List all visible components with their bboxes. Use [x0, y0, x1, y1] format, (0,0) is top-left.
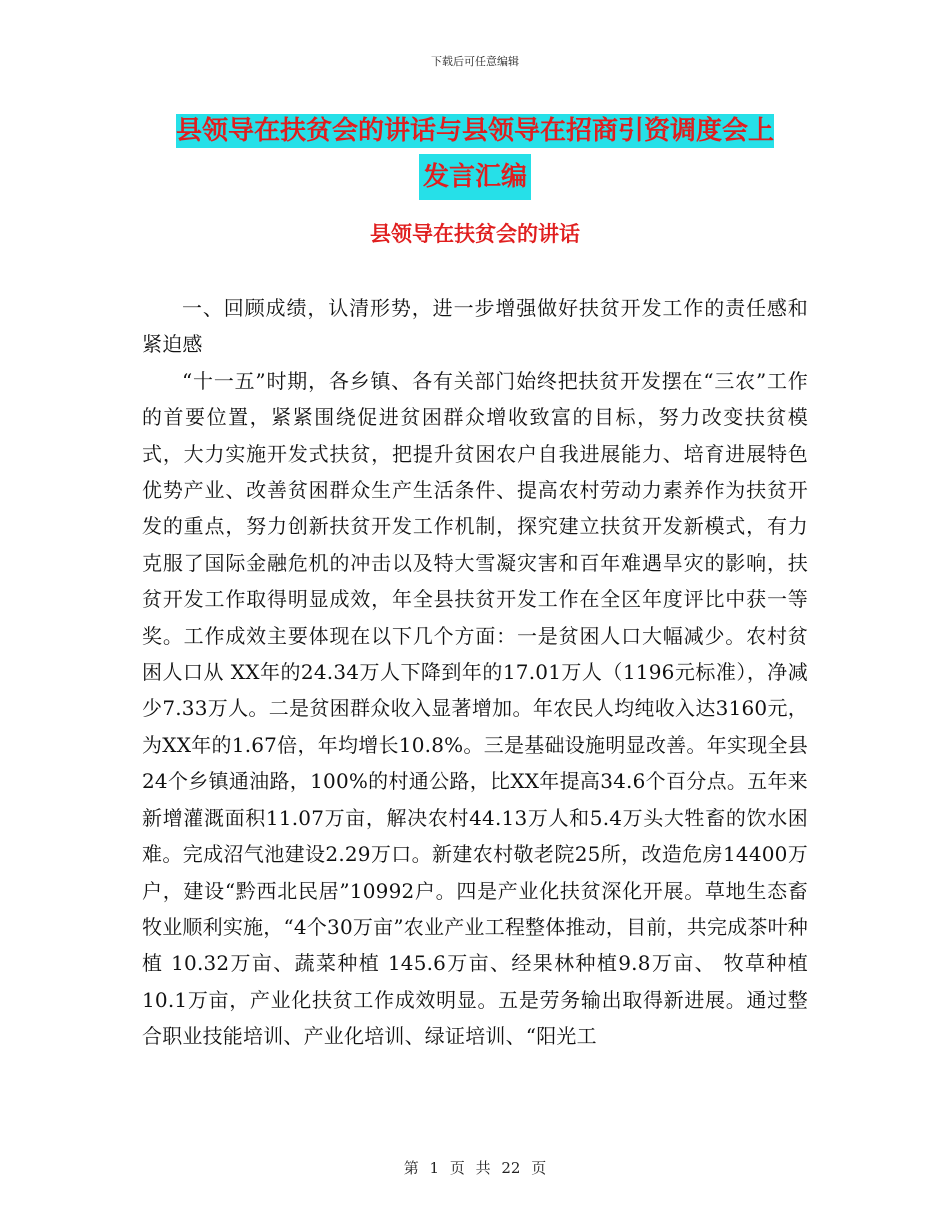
title-line-2: 发言汇编 — [419, 154, 531, 200]
header-note: 下载后可任意编辑 — [431, 55, 519, 68]
section-title: 县领导在扶贫会的讲话 — [370, 222, 580, 246]
title-line-1: 县领导在扶贫会的讲话与县领导在招商引资调度会上 — [175, 116, 774, 146]
body-text — [142, 290, 808, 1055]
document-title — [140, 108, 810, 200]
page-footer: 第 1 页 共 22 页 — [403, 1159, 547, 1177]
paragraph-heading: 一、回顾成绩，认清形势，进一步增强做好扶贫开发工作的责任感和紧迫感 — [142, 296, 808, 357]
paragraph-main: “十一五”时期，各乡镇、各有关部门始终把扶贫开发摆在“三农”工作的首要位置，紧紧围绕促进贫困群众增收致富的目标，努力改变扶贫模式，大力实施开发式扶贫，把提升贫困农户自我进展能力、培育进展特色优势产业、改善贫困群众生产生活条件、提高农村劳动力素养作为扶贫开发的重点，努力创新扶贫开发工作机制，探究建立扶贫开发新模式，有力克服了国际金融危机的冲击以及特大雪凝灾害和百年难遇旱灾的影响，扶贫开发工作取得明显成效，年全县扶贫开发工作在全区年度评比中获一等奖。工作成效主要体现在以下几个方面：一是贫困人口大幅减少。农村贫困人口从 XX年的24.34万人下降到年的17.01万人（1196元标准），净减少7.33万人。二是贫困群众收入显著增加。年农民人均纯收入达3160元，为XX年的1.67倍，年均增长10.8%。三是基础设施明显改善。年实现全县24个乡镇通油路，100%的村通公路，比XX年提高34.6个百分点。五年来新增灌溉面积11.07万亩，解决农村44.13万人和5.4万头大牲畜的饮水困难。完成沼气池建设2.29万口。新建农村敬老院25所，改造危房14400万户，建设“黔西北民居”10992户。四是产业化扶贫深化开展。草地生态畜牧业顺利实施，“4个30万亩”农业产业工程整体推动，目前，共完成茶叶种植 10.32万亩、蔬菜种植 145.6万亩、经果林种植9.8万亩、 牧草种植10.1万亩，产业化扶贫工作成效明显。五是劳务输出取得新进展。通过整合职业技能培训、产业化培训、绿证培训、“阳光工 — [142, 368, 808, 1049]
